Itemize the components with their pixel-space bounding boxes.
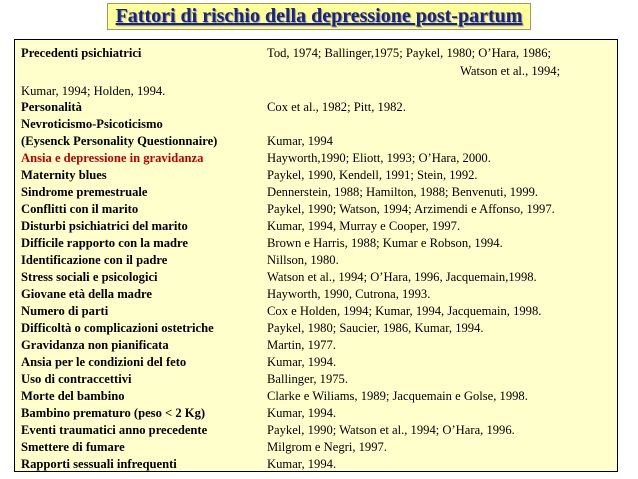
risk-factor: Nevroticismo-Psicoticismo bbox=[21, 117, 163, 131]
risk-factor: Giovane età della madre bbox=[21, 287, 152, 301]
table-row bbox=[21, 354, 613, 370]
table-row bbox=[21, 337, 613, 353]
table-row bbox=[21, 422, 613, 438]
risk-factor-highlight: Ansia e depressione in gravidanza bbox=[21, 151, 204, 165]
risk-factor: (Eysenck Personality Questionnaire) bbox=[21, 134, 218, 148]
risk-factor: Conflitti con il marito bbox=[21, 202, 139, 216]
references: Hayworth,1990; Eliott, 1993; O’Hara, 2000. bbox=[267, 151, 491, 165]
references: Paykel, 1980; Saucier, 1986, Kumar, 1994. bbox=[267, 321, 484, 335]
risk-factor-table bbox=[14, 39, 618, 472]
table-row bbox=[21, 286, 613, 302]
table-row bbox=[21, 405, 613, 421]
table-row bbox=[21, 235, 613, 251]
risk-factor: Eventi traumatici anno precedente bbox=[21, 423, 208, 437]
risk-factor: Gravidanza non pianificata bbox=[21, 338, 169, 352]
table-row bbox=[21, 116, 613, 132]
risk-factor: Difficile rapporto con la madre bbox=[21, 236, 188, 250]
references: Martin, 1977. bbox=[267, 338, 336, 352]
risk-factor: Ansia per le condizioni del feto bbox=[21, 355, 187, 369]
risk-factor: Bambino prematuro (peso < 2 Kg) bbox=[21, 406, 206, 420]
table-row bbox=[21, 269, 613, 285]
references: Watson et al., 1994; bbox=[460, 64, 561, 78]
title-bar bbox=[0, 3, 638, 30]
table-row bbox=[21, 83, 613, 99]
table-row bbox=[21, 218, 613, 234]
references: Dennerstein, 1988; Hamilton, 1988; Benvenuti, 1999. bbox=[267, 185, 539, 199]
risk-factor: Maternity blues bbox=[21, 168, 107, 182]
references: Kumar, 1994. bbox=[267, 457, 337, 471]
references: Milgrom e Negri, 1997. bbox=[267, 440, 387, 454]
table-row bbox=[21, 371, 613, 387]
references: Nillson, 1980. bbox=[267, 253, 339, 267]
table-row bbox=[21, 201, 613, 217]
references: Cox et al., 1982; Pitt, 1982. bbox=[267, 100, 406, 114]
risk-factor: Stress sociali e psicologici bbox=[21, 270, 158, 284]
risk-factor: Smettere di fumare bbox=[21, 440, 125, 454]
references: Tod, 1974; Ballinger,1975; Paykel, 1980; O’Hara, 1986; bbox=[267, 46, 552, 60]
table-row bbox=[21, 45, 613, 61]
table-row bbox=[21, 99, 613, 115]
references: Brown e Harris, 1988; Kumar e Robson, 1994. bbox=[267, 236, 503, 250]
table-row bbox=[21, 150, 613, 166]
risk-factor: Numero di parti bbox=[21, 304, 109, 318]
references: Clarke e Wiliams, 1989; Jacquemain e Golse, 1998. bbox=[267, 389, 528, 403]
risk-factor: Uso di contraccettivi bbox=[21, 372, 132, 386]
risk-factor: Difficoltà o complicazioni ostetriche bbox=[21, 321, 214, 335]
references: Paykel, 1990; Watson, 1994; Arzimendi e Affonso, 1997. bbox=[267, 202, 555, 216]
table-row bbox=[21, 303, 613, 319]
table-row bbox=[21, 184, 613, 200]
table-row bbox=[21, 63, 613, 79]
risk-factor: Morte del bambino bbox=[21, 389, 125, 403]
references: Paykel, 1990, Kendell, 1991; Stein, 1992. bbox=[267, 168, 478, 182]
table-row bbox=[21, 167, 613, 183]
risk-factor: Rapporti sessuali infrequenti bbox=[21, 457, 177, 471]
references: Kumar, 1994. bbox=[267, 355, 337, 369]
table-row bbox=[21, 320, 613, 336]
risk-factor: Precedenti psichiatrici bbox=[21, 46, 142, 60]
risk-factor: Personalità bbox=[21, 100, 82, 114]
table-row bbox=[21, 252, 613, 268]
table-row bbox=[21, 456, 613, 472]
references: Kumar, 1994; Holden, 1994. bbox=[21, 84, 166, 98]
risk-factor: Identificazione con il padre bbox=[21, 253, 168, 267]
references: Cox e Holden, 1994; Kumar, 1994, Jacquemain, 1998. bbox=[267, 304, 542, 318]
table-row bbox=[21, 133, 613, 149]
references: Kumar, 1994 bbox=[267, 134, 333, 148]
table-row bbox=[21, 439, 613, 455]
references: Kumar, 1994. bbox=[267, 406, 337, 420]
references: Kumar, 1994, Murray e Cooper, 1997. bbox=[267, 219, 461, 233]
page-title: Fattori di rischio della depressione post-partum bbox=[107, 3, 532, 30]
references: Ballinger, 1975. bbox=[267, 372, 348, 386]
table-row bbox=[21, 388, 613, 404]
references: Watson et al., 1994; O’Hara, 1996, Jacquemain,1998. bbox=[267, 270, 537, 284]
risk-factor: Disturbi psichiatrici del marito bbox=[21, 219, 188, 233]
references: Paykel, 1990; Watson et al., 1994; O’Hara, 1996. bbox=[267, 423, 515, 437]
references: Hayworth, 1990, Cutrona, 1993. bbox=[267, 287, 431, 301]
risk-factor: Sindrome premestruale bbox=[21, 185, 148, 199]
